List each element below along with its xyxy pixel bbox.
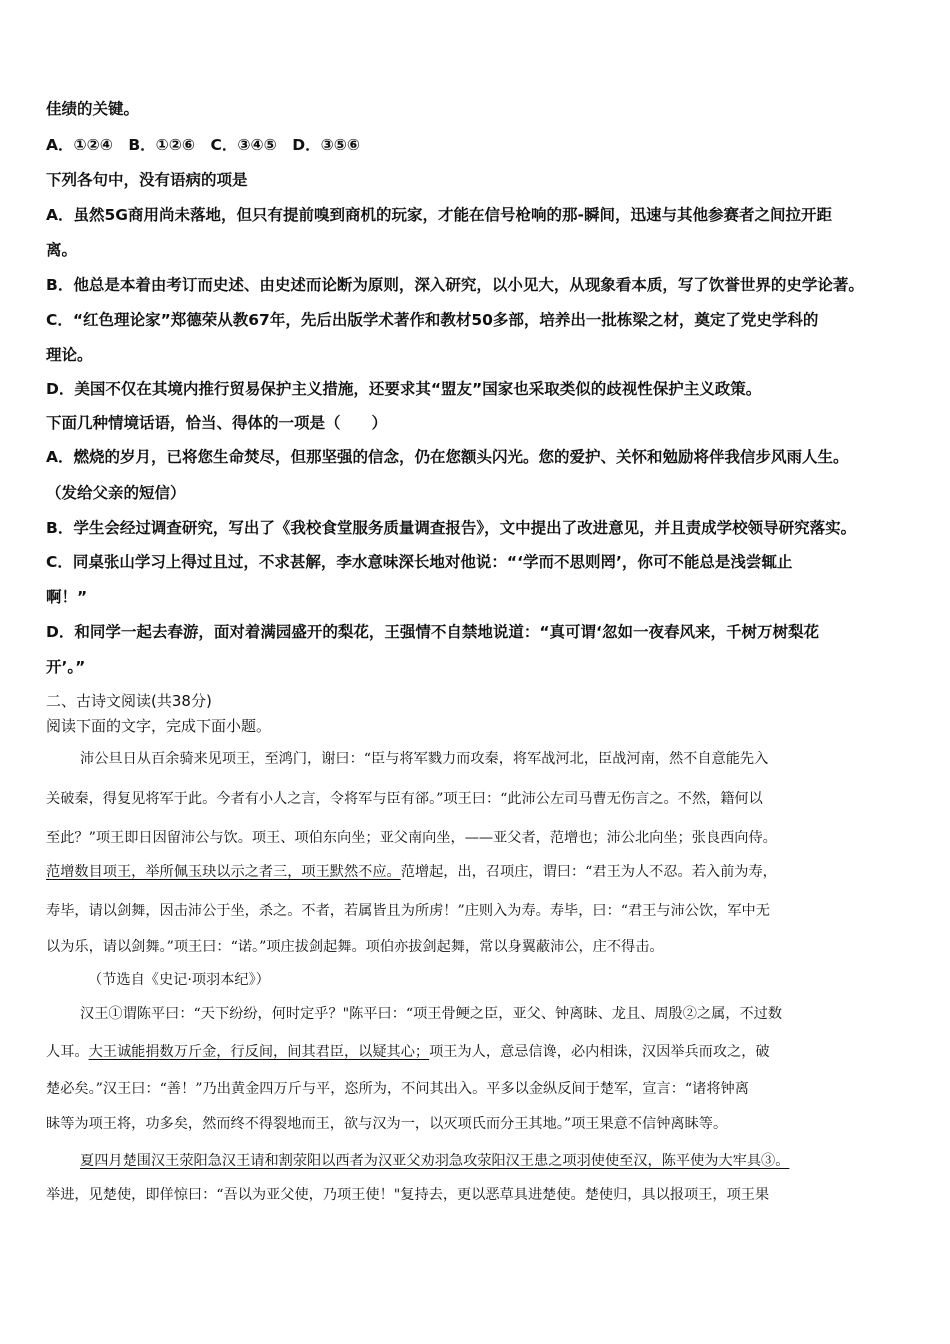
passage-line: [46, 1042, 910, 1062]
passage-text: 范增起，出，召项庄，谓曰：“君王为人不忍。若入前为寿，: [400, 864, 777, 880]
option-c: C．同桌张山学习上得过且过，不求甚解，李水意味深长地对他说：“‘学而不思则罔’，你可不能总是浅尝辄止: [46, 553, 793, 571]
passage-line: 寿毕，请以剑舞，因击沛公于坐，杀之。不者，若属皆且为所虏！”庄则入为寿。寿毕，曰：“君王与沛公饮，军中无: [46, 903, 770, 919]
option-a-cont: 离。: [46, 241, 78, 259]
option-c: C．“红色理论家”郑德荣从教67年，先后出版学术著作和教材50多部，培养出一批栋梁之材，奠定了党史学科的: [46, 311, 819, 329]
section-heading: 二、古诗文阅读(共38分): [46, 692, 212, 710]
passage-line: 眛等为项王将，功多矣，然而终不得裂地而王，欲与汉为一，以灭项氏而分王其地。”项王果意不信钟离眛等。: [46, 1116, 728, 1132]
passage-text: 项王为人，意忌信谗，必内相诛，汉因举兵而攻之，破: [429, 1044, 770, 1060]
passage-line: [46, 862, 910, 882]
passage-line: 夏四月楚围汉王荥阳急汉王请和割荥阳以西者为汉亚父劝羽急攻荥阳汉王患之项羽使使至汉，陈平使为大牢具③。: [80, 1153, 790, 1169]
underlined-sentence: 范增数目项王，举所佩玉玦以示之者三，项王默然不应。: [46, 864, 401, 880]
passage-text: 人耳。: [46, 1044, 89, 1060]
source-citation: （节选自《史记·项羽本纪》）: [88, 972, 270, 988]
option-d: D．和同学一起去春游，面对着满园盛开的梨花，王强情不自禁地说道：“真可谓‘忽如一夜春风来，千树万树梨花: [46, 623, 819, 641]
option-b: B．学生会经过调查研究，写出了《我校食堂服务质量调查报告》，文中提出了改进意见，并且责成学校领导研究落实。: [46, 519, 857, 537]
option-a-cont: （发给父亲的短信）: [46, 484, 186, 502]
passage-line: 汉王①谓陈平曰：“天下纷纷，何时定乎？"陈平曰：“项王骨鲠之臣，亚父、钟离眛、龙且、周殷②之属，不过数: [80, 1006, 783, 1022]
option-d: D．美国不仅在其境内推行贸易保护主义措施，还要求其“盟友”国家也采取类似的歧视性保护主义政策。: [46, 380, 762, 398]
passage-line: 以为乐，请以剑舞。”项王曰：“诺。”项庄拔剑起舞。项伯亦拔剑起舞，常以身翼蔽沛公，庄不得击。: [46, 939, 664, 955]
instruction: 阅读下面的文字，完成下面小题。: [46, 717, 272, 735]
question-title: 下面几种情境话语，恰当、得体的一项是（ ）: [46, 414, 388, 432]
option-c-cont: 理论。: [46, 346, 93, 364]
passage-line: 沛公旦日从百余骑来见项王，至鸿门，谢曰：“臣与将军戮力而攻秦，将军战河北，臣战河南，然不自意能先入: [80, 751, 769, 767]
option-c-cont: 啊！”: [46, 588, 88, 606]
option-a: A．燃烧的岁月，已将您生命焚尽，但那坚强的信念，仍在您额头闪光。您的爱护、关怀和勉励将伴我信步风雨人生。: [46, 448, 849, 466]
passage-line: 举进，见楚使，即佯惊曰：“吾以为亚父使，乃项王使！"复持去，更以恶草具进楚使。楚使归，具以报项王，项王果: [46, 1187, 770, 1203]
question-title: 下列各句中，没有语病的项是: [46, 171, 248, 189]
option-b: B．他总是本着由考订而史述、由史述而论断为原则，深入研究，以小见大，从现象看本质，写了饮誉世界的史学论著。: [46, 276, 864, 294]
underlined-sentence: 大王诚能捐数万斤金，行反间，间其君臣，以疑其心；: [88, 1044, 430, 1060]
answer-options: A．①②④ B．①②⑥ C．③④⑤ D．③⑤⑥: [46, 136, 361, 154]
passage-line: 楚必矣。”汉王曰：“善！”乃出黄金四万斤与平，恣所为，不问其出入。平多以金纵反间于楚军，宣言：“诸将钟离: [46, 1081, 749, 1097]
option-d-cont: 开’。”: [46, 658, 86, 676]
passage-line: 关破秦，得复见将军于此。今者有小人之言，令将军与臣有郤。”项王曰：“此沛公左司马曹无伤言之。不然，籍何以: [46, 791, 763, 807]
text-line: 佳绩的关键。: [46, 100, 140, 118]
passage-line: 至此？”项王即日因留沛公与饮。项王、项伯东向坐；亚父南向坐，——亚父者，范增也；沛公北向坐；张良西向侍。: [46, 830, 777, 846]
option-a: A．虽然5G商用尚未落地，但只有提前嗅到商机的玩家，才能在信号枪响的那-瞬间，迅速与其他参赛者之间拉开距: [46, 206, 832, 224]
